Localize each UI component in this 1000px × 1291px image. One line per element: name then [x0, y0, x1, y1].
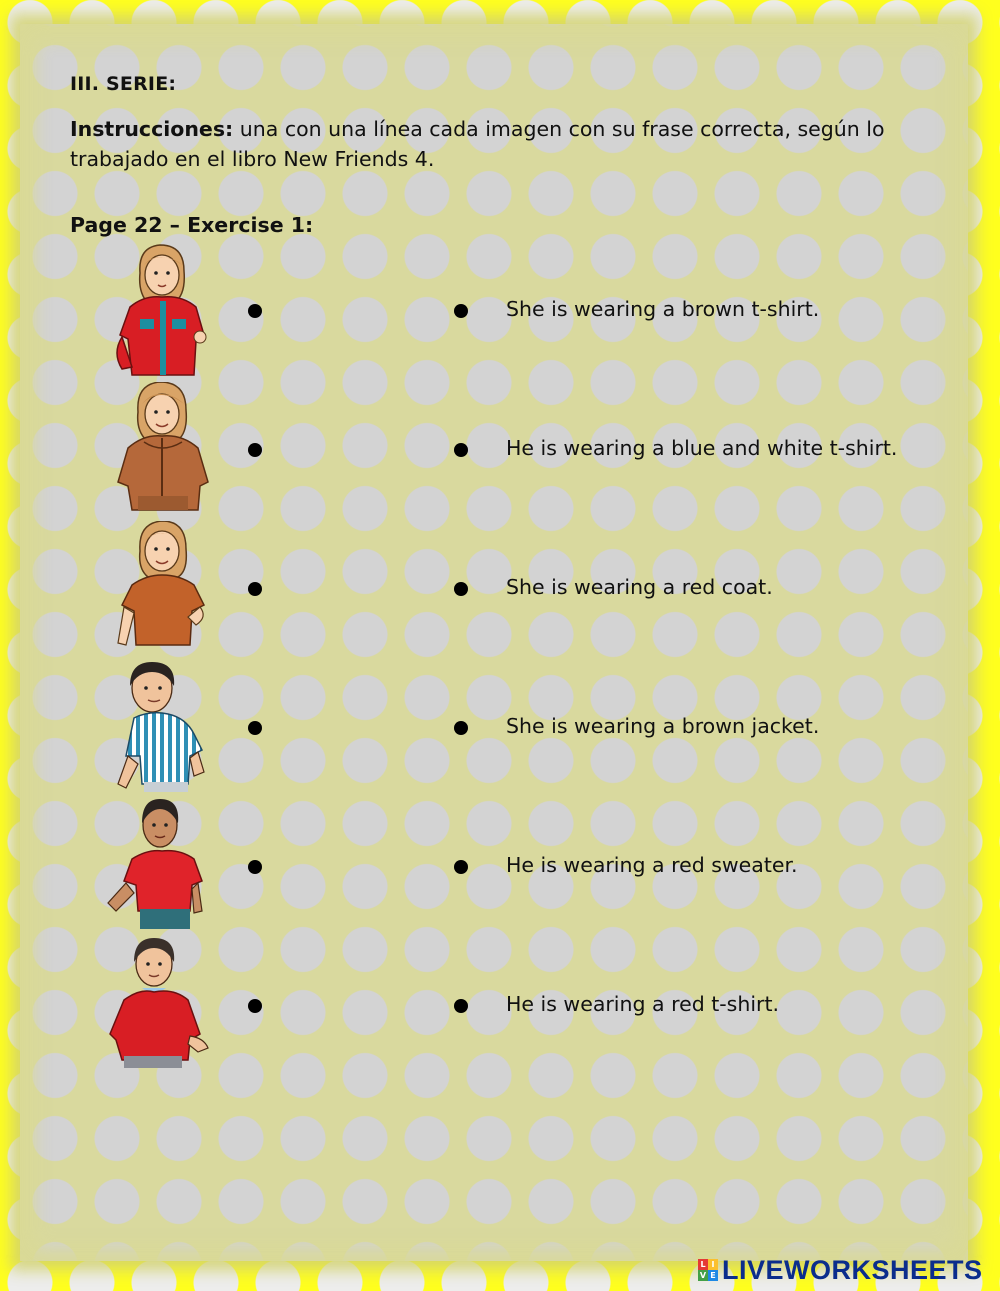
logo-letter: L: [698, 1259, 708, 1270]
logo-letter: I: [708, 1259, 718, 1270]
sentence-option: She is wearing a brown t-shirt.: [506, 297, 820, 321]
left-match-dot[interactable]: [248, 582, 262, 596]
right-match-dot[interactable]: [454, 721, 468, 735]
logo-letter: E: [708, 1270, 718, 1281]
left-match-dot[interactable]: [248, 860, 262, 874]
left-match-dot[interactable]: [248, 721, 262, 735]
sentence-option: He is wearing a red t-shirt.: [506, 992, 780, 1016]
match-row: [0, 521, 1000, 660]
instructions-label: Instrucciones:: [70, 117, 234, 141]
exercise-title: Page 22 – Exercise 1:: [70, 213, 314, 237]
right-match-dot[interactable]: [454, 999, 468, 1013]
left-match-dot[interactable]: [248, 304, 262, 318]
sentence-option: She is wearing a red coat.: [506, 575, 773, 599]
match-row: [0, 382, 1000, 521]
match-row: [0, 938, 1000, 1077]
girl-brown-jacket-image: [104, 382, 220, 516]
logo-text: LIVEWORKSHEETS: [722, 1254, 983, 1285]
series-title: III. SERIE:: [70, 73, 177, 95]
right-match-dot[interactable]: [454, 443, 468, 457]
girl-brown-tshirt-image: [104, 521, 220, 655]
sentence-option: She is wearing a brown jacket.: [506, 714, 820, 738]
instructions: [70, 114, 950, 174]
instructions-text: una con una línea cada imagen con su frase correcta, según lo trabajado en el libro New Friends 4.: [70, 117, 885, 171]
liveworksheets-logo: [698, 1255, 983, 1285]
sentence-option: He is wearing a red sweater.: [506, 853, 798, 877]
right-match-dot[interactable]: [454, 860, 468, 874]
sentence-option: He is wearing a blue and white t-shirt.: [506, 436, 898, 460]
right-match-dot[interactable]: [454, 582, 468, 596]
logo-letter: V: [699, 1271, 707, 1280]
liveworksheets-logo-icon: [698, 1259, 718, 1281]
boy-red-tshirt-image: [104, 799, 220, 933]
match-row: [0, 799, 1000, 938]
left-match-dot[interactable]: [248, 999, 262, 1013]
boy-red-sweater-image: [104, 938, 220, 1072]
girl-red-coat-image: [104, 243, 220, 377]
match-row: [0, 243, 1000, 382]
right-match-dot[interactable]: [454, 304, 468, 318]
left-match-dot[interactable]: [248, 443, 262, 457]
match-row: [0, 660, 1000, 799]
boy-striped-tshirt-image: [104, 660, 220, 794]
